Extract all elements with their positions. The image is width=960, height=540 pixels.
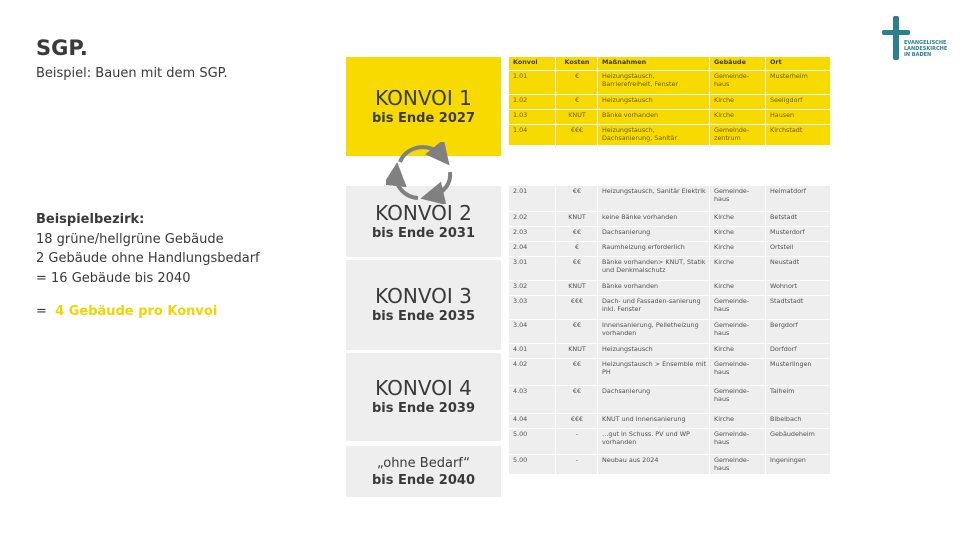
table-cell: Heizungstausch, Dachsanierung, Sanitär bbox=[598, 125, 710, 146]
result-highlight: 4 Gebäude pro Konvoi bbox=[55, 304, 218, 319]
konvoi-deadline: bis Ende 2039 bbox=[372, 401, 475, 416]
table-row bbox=[509, 110, 831, 125]
church-logo bbox=[880, 14, 950, 64]
table-cell: Kirche bbox=[710, 344, 766, 359]
table-cell: Gebäudeheim bbox=[766, 429, 831, 455]
konvoi-4-box bbox=[346, 353, 501, 441]
table-cell: Kirche bbox=[710, 95, 766, 110]
table-cell: Gemeinde-haus bbox=[710, 455, 766, 475]
table-cell: Neubau aus 2024 bbox=[598, 455, 710, 475]
table-cell: Ortsteil bbox=[766, 242, 831, 257]
table-row bbox=[509, 242, 831, 257]
table-cell: 4.03 bbox=[509, 386, 556, 414]
table-cell: Wohnort bbox=[766, 281, 831, 296]
table-cell: 2.04 bbox=[509, 242, 556, 257]
table-cell: KNUT bbox=[556, 212, 598, 227]
table-cell: Kirche bbox=[710, 110, 766, 125]
table-cell: Dachsanierung bbox=[598, 227, 710, 242]
table-cell: Gemeinde-haus bbox=[710, 71, 766, 95]
konvoi-deadline: bis Ende 2035 bbox=[372, 309, 475, 324]
table-cell: Gemeinde-haus bbox=[710, 359, 766, 386]
konvoi-deadline: bis Ende 2027 bbox=[372, 110, 475, 126]
column-header: Kosten bbox=[556, 57, 598, 71]
table-cell: €€€ bbox=[556, 414, 598, 429]
bezirk-line: 2 Gebäude ohne Handlungsbedarf bbox=[36, 251, 260, 266]
table-row bbox=[509, 125, 831, 146]
table-header-row bbox=[509, 57, 831, 71]
cross-icon bbox=[893, 16, 899, 60]
table-cell: € bbox=[556, 95, 598, 110]
table-cell: - bbox=[556, 429, 598, 455]
table-cell: Gemeinde-haus bbox=[710, 186, 766, 212]
column-header: Ort bbox=[766, 57, 831, 71]
table-cell: Bänke vorhanden bbox=[598, 110, 710, 125]
table-cell: Kirche bbox=[710, 227, 766, 242]
table-cell: Stadtstadt bbox=[766, 296, 831, 320]
table-cell: - bbox=[556, 455, 598, 475]
table-cell: Bänke vorhanden> KNUT, Statik und Denkmalschutz bbox=[598, 257, 710, 281]
konvoi-name: KONVOI 2 bbox=[375, 200, 472, 225]
table-row bbox=[509, 344, 831, 359]
table-cell: Neustadt bbox=[766, 257, 831, 281]
table-cell: Kirche bbox=[710, 281, 766, 296]
table-cell: Kirche bbox=[710, 257, 766, 281]
table-cell: Bänke vorhanden bbox=[598, 281, 710, 296]
table-cell: Ingeningen bbox=[766, 455, 831, 475]
table-cell: 1.04 bbox=[509, 125, 556, 146]
table-cell: Heizungstausch bbox=[598, 95, 710, 110]
table-cell: 4.04 bbox=[509, 414, 556, 429]
table-cell: Dorfdorf bbox=[766, 344, 831, 359]
table-cell: KNUT bbox=[556, 281, 598, 296]
table-cell: €€€ bbox=[556, 125, 598, 146]
konvoi-name: KONVOI 4 bbox=[375, 376, 472, 400]
table-cell: € bbox=[556, 242, 598, 257]
table-cell: €€ bbox=[556, 186, 598, 212]
table-row bbox=[509, 257, 831, 281]
table-cell: 2.01 bbox=[509, 186, 556, 212]
table-cell: Dach- und Fassaden-sanierung inkl. Fenster bbox=[598, 296, 710, 320]
table-cell: Heizungstausch, Barrierefreiheit, Fenster bbox=[598, 71, 710, 95]
bezirk-result bbox=[36, 302, 260, 322]
table-cell: 3.04 bbox=[509, 320, 556, 344]
table-cell: Gemeinde-haus bbox=[710, 296, 766, 320]
table-cell: 1.01 bbox=[509, 71, 556, 95]
table-cell: 1.02 bbox=[509, 95, 556, 110]
table-row bbox=[509, 281, 831, 296]
table-cell: €€ bbox=[556, 227, 598, 242]
table-cell: Heizungstausch > Ensemble mit PH bbox=[598, 359, 710, 386]
table-cell: Innensanierung, Pelletheizung vorhanden bbox=[598, 320, 710, 344]
table-cell: KNUT und Innensanierung bbox=[598, 414, 710, 429]
table-cell: Heizungstausch, Sanitär Elektrik bbox=[598, 186, 710, 212]
table-cell: €€€ bbox=[556, 296, 598, 320]
table-cell: 5.00 bbox=[509, 429, 556, 455]
table-cell: Kirche bbox=[710, 242, 766, 257]
table-cell: Musterlingen bbox=[766, 359, 831, 386]
table-row bbox=[509, 296, 831, 320]
table-row bbox=[509, 95, 831, 110]
table-cell: KNUT bbox=[556, 110, 598, 125]
table-row bbox=[509, 212, 831, 227]
bezirk-line: 18 grüne/hellgrüne Gebäude bbox=[36, 231, 224, 247]
table-cell: Bergdorf bbox=[766, 320, 831, 344]
table-cell: €€ bbox=[556, 359, 598, 386]
konvoi-deadline: bis Ende 2040 bbox=[372, 472, 475, 488]
table-cell: Raumheizung erforderlich bbox=[598, 242, 710, 257]
table-cell: Gemeinde-haus bbox=[710, 386, 766, 414]
table-cell: Heizungstausch bbox=[598, 344, 710, 359]
table-cell: Kirche bbox=[710, 212, 766, 227]
column-header: Konvoi bbox=[509, 57, 556, 71]
table-row bbox=[509, 455, 831, 475]
slide-title: SGP. bbox=[36, 36, 88, 60]
konvoi-1-table bbox=[509, 57, 831, 146]
column-header: Maßnahmen bbox=[598, 57, 710, 71]
table-row bbox=[509, 359, 831, 386]
table-cell: 1.03 bbox=[509, 110, 556, 125]
table-cell: Seeligdorf bbox=[766, 95, 831, 110]
table-cell: 4.02 bbox=[509, 359, 556, 386]
table-cell: €€ bbox=[556, 257, 598, 281]
table-cell: Bibelbach bbox=[766, 414, 831, 429]
table-cell: keine Bänke vorhanden bbox=[598, 212, 710, 227]
table-cell: Kirchstadt bbox=[766, 125, 831, 146]
table-cell: Musterheim bbox=[766, 71, 831, 95]
konvoi-deadline: bis Ende 2031 bbox=[372, 225, 475, 241]
table-cell: Gemeinde-haus bbox=[710, 429, 766, 455]
column-header: Gebäude bbox=[710, 57, 766, 71]
table-cell: 4.01 bbox=[509, 344, 556, 359]
slide-subtitle: Beispiel: Bauen mit dem SGP. bbox=[36, 66, 228, 81]
konvoi-name: „ohne Bedarf“ bbox=[376, 455, 471, 471]
result-prefix: = bbox=[36, 304, 56, 319]
table-row bbox=[509, 320, 831, 344]
table-cell: …gut in Schuss. PV und WP vorhanden bbox=[598, 429, 710, 455]
cycle-arrows-icon bbox=[386, 142, 462, 204]
table-row bbox=[509, 414, 831, 429]
table-cell: Heimatdorf bbox=[766, 186, 831, 212]
table-cell: Betstadt bbox=[766, 212, 831, 227]
table-cell: 3.03 bbox=[509, 296, 556, 320]
table-row bbox=[509, 386, 831, 414]
konvoi-2-5-table bbox=[509, 186, 831, 475]
table-cell: 5.00 bbox=[509, 455, 556, 475]
table-cell: Gemeinde-haus bbox=[710, 320, 766, 344]
konvoi-ohne-bedarf-box bbox=[346, 446, 501, 497]
table-cell: Talheim bbox=[766, 386, 831, 414]
table-cell: 3.02 bbox=[509, 281, 556, 296]
table-cell: Gemeinde-zentrum bbox=[710, 125, 766, 146]
table-cell: €€ bbox=[556, 386, 598, 414]
konvoi-3-box bbox=[346, 260, 501, 350]
konvoi-name: KONVOI 3 bbox=[375, 284, 472, 308]
table-row bbox=[509, 71, 831, 95]
konvoi-name: KONVOI 1 bbox=[375, 85, 472, 110]
beispielbezirk-block bbox=[36, 210, 260, 322]
table-cell: 2.02 bbox=[509, 212, 556, 227]
table-row bbox=[509, 227, 831, 242]
table-row bbox=[509, 186, 831, 212]
table-cell: € bbox=[556, 71, 598, 95]
table-cell: Kirche bbox=[710, 414, 766, 429]
table-cell: €€ bbox=[556, 320, 598, 344]
table-cell: 2.03 bbox=[509, 227, 556, 242]
table-cell: Musterdorf bbox=[766, 227, 831, 242]
table-cell: Hausen bbox=[766, 110, 831, 125]
table-cell: KNUT bbox=[556, 344, 598, 359]
bezirk-line: = 16 Gebäude bis 2040 bbox=[36, 270, 191, 286]
table-row bbox=[509, 429, 831, 455]
bezirk-heading: Beispielbezirk: bbox=[36, 212, 145, 227]
table-cell: Dachsanierung bbox=[598, 386, 710, 414]
logo-text: EVANGELISCHE LANDESKIRCHE IN BADEN bbox=[904, 40, 948, 58]
table-cell: 3.01 bbox=[509, 257, 556, 281]
